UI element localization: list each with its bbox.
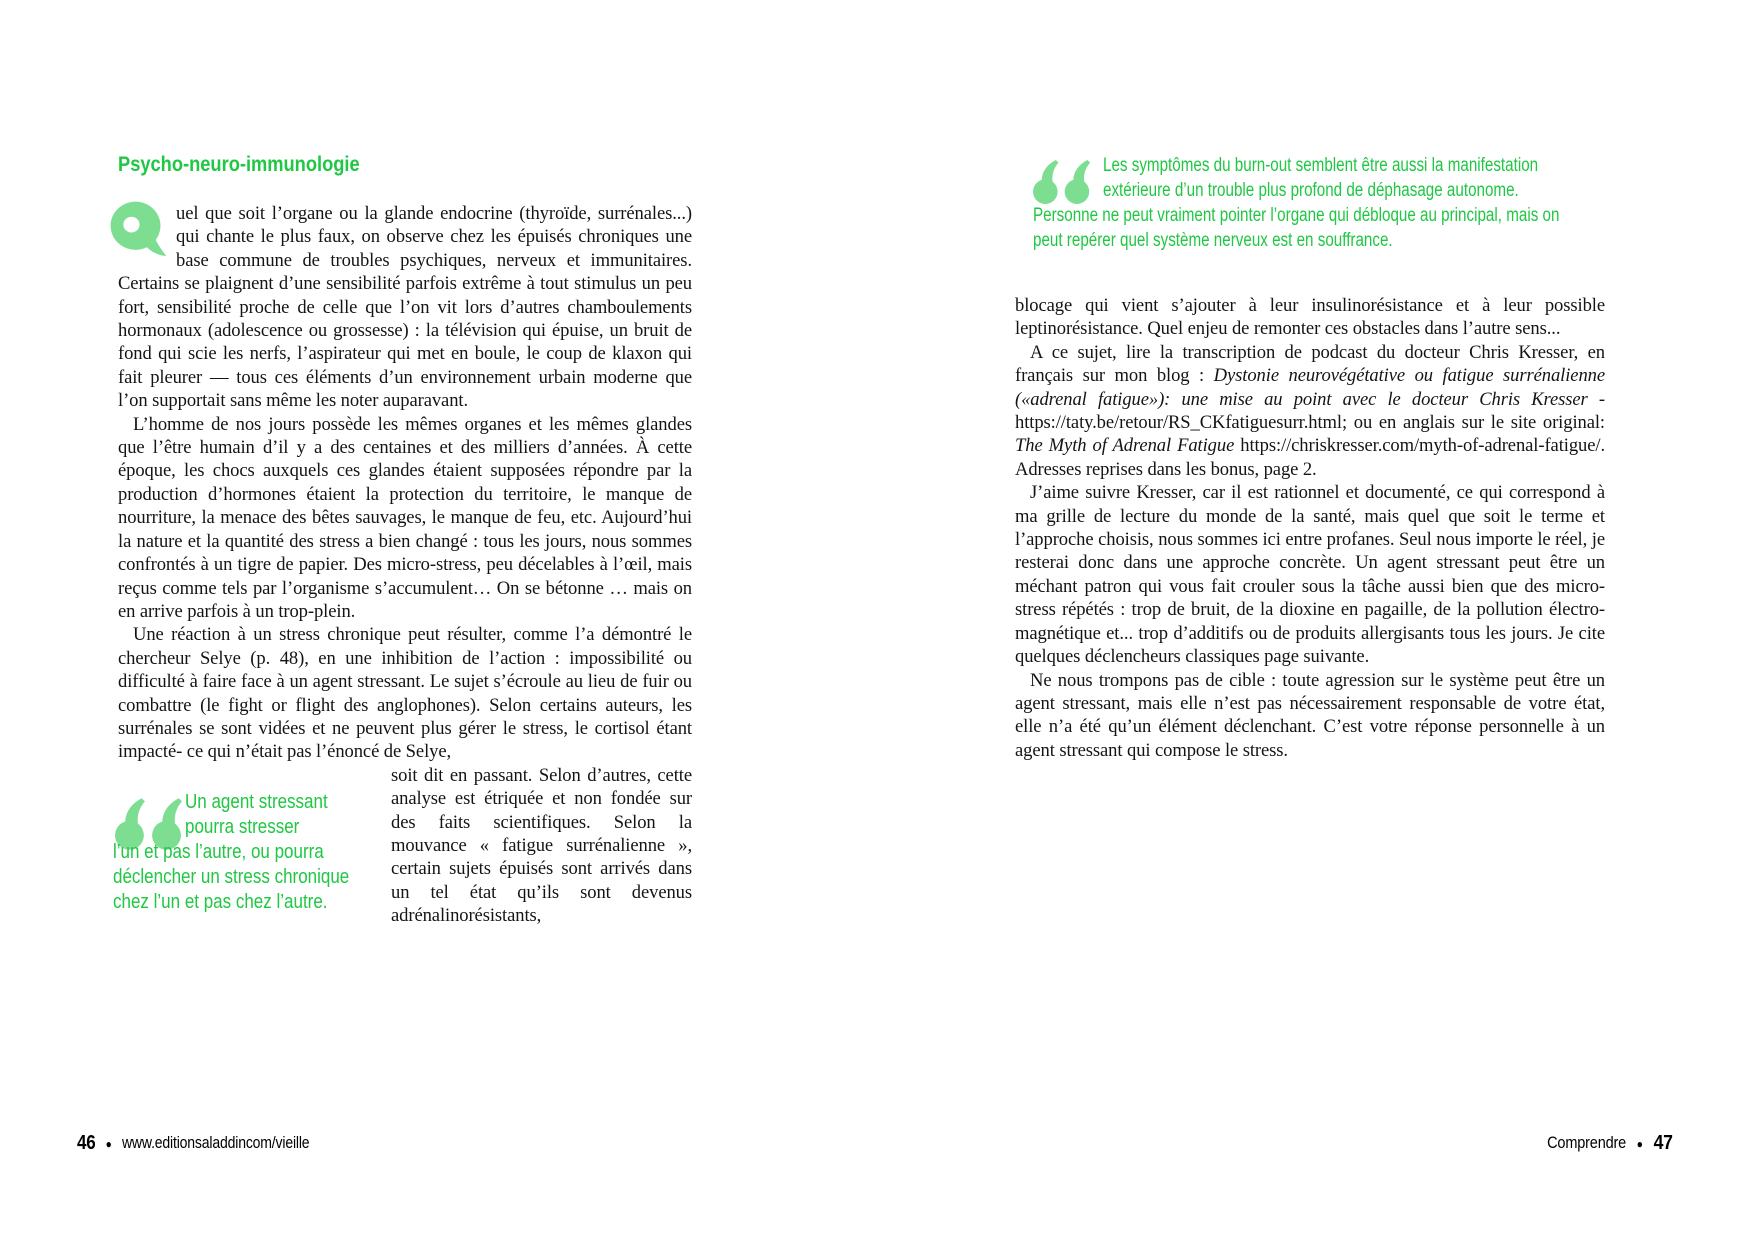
page-number: 47 [1653, 1132, 1673, 1154]
paragraph-3: Une réaction à un stress chronique peut résulter, comme l’a démontré le chercheur Selye (p. 48), en une inhibition de l’action : impossibilité ou difficulté à faire face à un agent stressant. Le sujet s’écroule au lieu de fuir ou combattre (le fight or flight des anglophones). Selon certains auteurs, les surrénales se sont vidées et ne peuvent plus gérer le stress, le cortisol étant impacté- ce qui n’était pas l’énoncé de Selye, [118, 624, 692, 763]
pull-quote-line: extérieure d’un trouble plus profond de déphasage autonome. [1103, 180, 1519, 201]
separator-dot-icon: ● [105, 1136, 112, 1151]
pull-quote-right [1033, 154, 1605, 254]
paragraph-1 [118, 202, 692, 413]
paragraph-kresser-links: A ce sujet, lire la transcription de podcast du docteur Chris Kresser, en français sur mon blog : Dystonie neurovégétative ou fatigue surrénalienne («adrenal fatigue»): une mise au point avec le docteur Chris Kresser - https://taty.be/retour/RS_CKfatiguesurr.html; ou en anglais sur le site original: The Myth of Adrenal Fatigue https://chriskresser.com/myth-of-adrenal-fatigue/. Adresses reprises dans les bonus, page 2. [1015, 341, 1606, 480]
right-page [1015, 150, 1605, 762]
pull-quote-line: peut repérer quel système nerveux est en souffrance. [1033, 230, 1393, 251]
pull-quote-line: Personne ne peut vraiment pointer l’organe qui débloque au principal, mais on [1033, 205, 1560, 226]
section-heading [118, 152, 692, 176]
footer-right [1530, 1132, 1673, 1155]
pull-quote-line: chez l’un et pas chez l’autre. [113, 890, 328, 913]
pull-quote-left [113, 790, 365, 915]
paragraph-blocage: blocage qui vient s’ajouter à leur insulinorésistance et à leur possible leptinorésistance. Quel enjeu de remonter ces obstacles dans l’autre sens... [1015, 295, 1605, 340]
page-number: 46 [77, 1132, 96, 1154]
left-page [113, 152, 692, 928]
pull-quote-line: déclencher un stress chronique [113, 865, 350, 888]
paragraph-1-text: uel que soit l’organe ou la glande endocrine (thyroïde, surrénales...) qui chante le plus faux, on observe chez les épuisés chroniques une base commune de troubles psychiques, nerveux et immunitaires. Certains se plaignent d’une sensibilité parfois extrême à tout stimulus un peu fort, sensibilité proche de celle que l’on vit lors d’autres chamboulements hormonaux (adolescence ou grossesse) : la télévision qui épuise, un bruit de fond qui scie les nerfs, l’aspirateur qui met en boule, le coup de klaxon qui fait pleurer — tous ces éléments d’un environnement urbain moderne que l’on supportait sans même les noter auparavant. [118, 203, 692, 412]
paragraph-2: L’homme de nos jours possède les mêmes organes et les mêmes glandes que l’être humain d’il y a des centaines et des milliers d’années. À cette époque, les chocs auxquels ces glandes étaient supposées répondre par la production d’hormones étaient la protection du territoire, le manque de nourriture, la menace des bêtes sauvages, le manque de feu, etc. Aujourd’hui la nature et la quantité des stress a bien changé : tous les jours, nous sommes confrontés à un tigre de papier. Des micro-stress, peu décelables à l’œil, mais reçus comme tels par l’organisme s’accumulent… On se bétonne … mais on en arrive parfois à un trop-plein. [118, 413, 692, 622]
footer-url: www.editionsaladdincom/vieille [121, 1134, 310, 1152]
separator-dot-icon: ● [1637, 1136, 1644, 1151]
footer-left [77, 1132, 350, 1155]
section-name: Comprendre [1547, 1134, 1627, 1152]
pull-quote-line: pourra stresser [185, 815, 300, 838]
pull-quote-line: Les symptômes du burn-out semblent être aussi la manifestation [1103, 155, 1539, 176]
paragraph-3-continuation-block [113, 764, 692, 928]
section-heading-text: Psycho-neuro-immunologie [118, 152, 360, 176]
paragraph-ne-nous-trompons: Ne nous trompons pas de cible : toute agression sur le système peut être un agent stressant, mais elle n’est pas nécessairement responsable de votre état, elle n’a été qu’un élément déclenchant. C’est votre réponse personnelle à un agent stressant qui compose le stress. [1015, 669, 1605, 761]
paragraph-3-continuation: soit dit en passant. Selon d’autres, cette analyse est étriquée et non fondée sur des faits scientifiques. Selon la mouvance « fatigue surrénalienne », certain sujets épuisés sont arrivés dans un tel état qu’ils sont devenus adrénalinorésistants, [391, 764, 692, 927]
drop-cap-q-icon [110, 204, 166, 250]
paragraph-jaime-suivre: J’aime suivre Kresser, car il est rationnel et documenté, ce qui correspond à ma grille de lecture du monde de la santé, mais quel que soit le terme et l’approche choisis, nous sommes ici entre profanes. Seul nous importe le réel, je resterai donc dans une approche concrète. Un agent stressant peut être un méchant patron qui vous fait crouler sous la tâche aussi bien que des micro-stress répétés : trop de bruit, de la dioxine en pagaille, de la pollution électro-magnétique et... trop d’additifs ou de produits allergisants tous les jours. Je cite quelques déclencheurs classiques page suivante. [1015, 482, 1605, 668]
pull-quote-line: Un agent stressant [185, 790, 328, 813]
pull-quote-line: l’un et pas l’autre, ou pourra [113, 840, 324, 863]
